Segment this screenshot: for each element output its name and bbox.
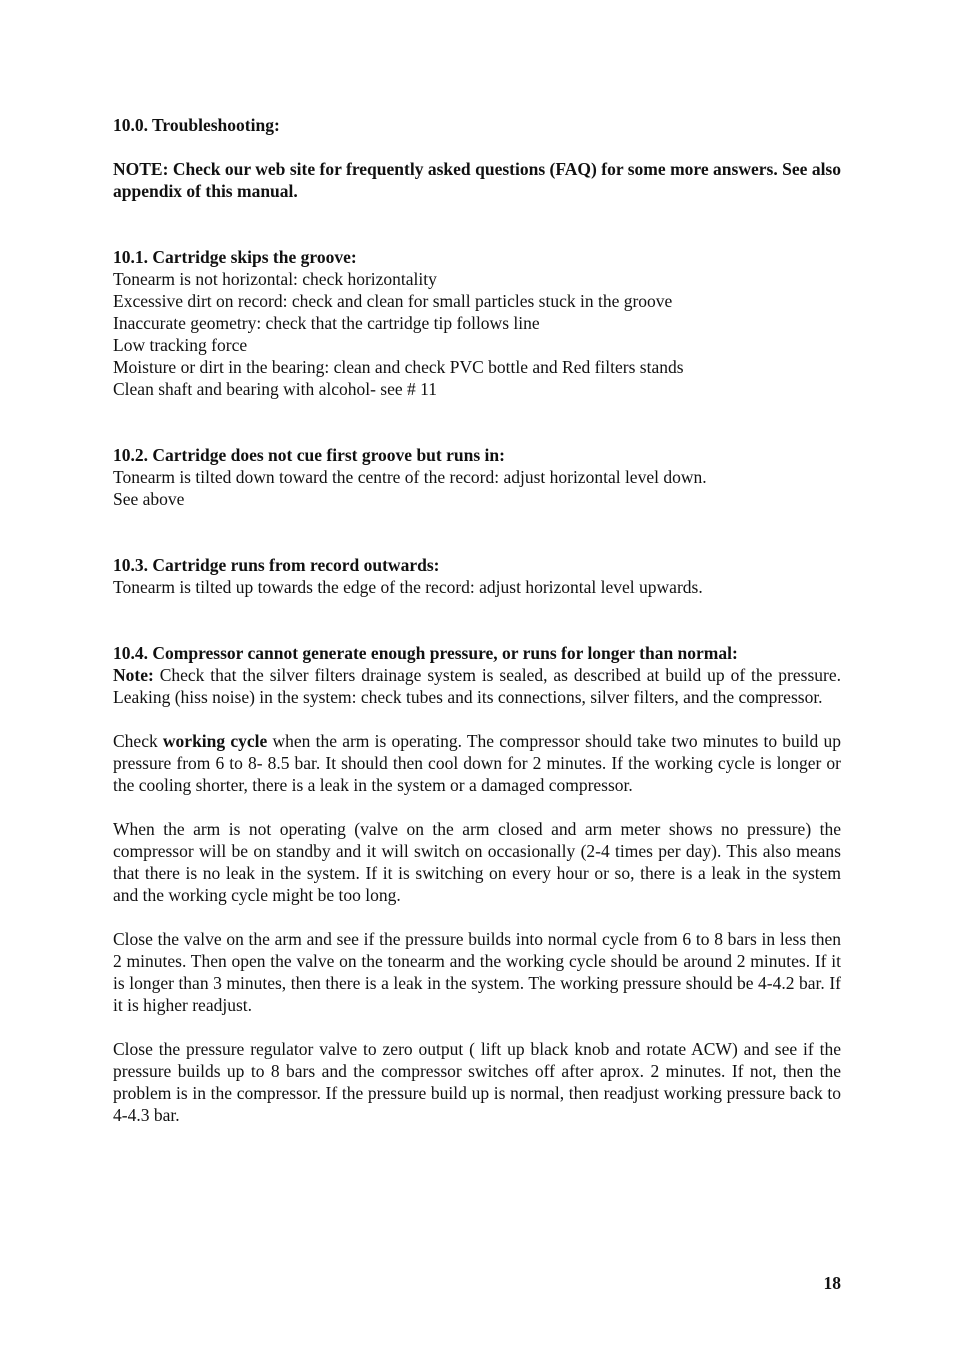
s1-line: Clean shaft and bearing with alcohol- see # 11	[113, 379, 437, 399]
s4-note-paragraph	[113, 664, 841, 708]
faq-note: NOTE: Check our web site for frequently asked questions (FAQ) for some more answers. See also appendix of this manual.	[113, 159, 841, 201]
s4-valve-paragraph: Close the valve on the arm and see if the pressure builds into normal cycle from 6 to 8 bars in less then 2 minutes. Then open the valve on the tonearm and the working cycle should be around 2 minutes. If it is longer than 3 minutes, then there is a leak in the system. The working pressure should be 4-4.2 bar. If it is higher readjust.	[113, 929, 841, 1015]
s1-line: Moisture or dirt in the bearing: clean and check PVC bottle and Red filters stands	[113, 357, 684, 377]
s4-standby-paragraph: When the arm is not operating (valve on the arm closed and arm meter shows no pressure) the compressor will be on standby and it will switch on occasionally (2-4 times per day). This also means that there is no leak in the system. If it is switching on every hour or so, there is a leak in the system and the working cycle might be too long.	[113, 819, 841, 905]
section-10-2-title: 10.2. Cartridge does not cue first groove but runs in:	[113, 445, 505, 465]
s4-working-cycle-paragraph	[113, 730, 841, 796]
s1-line: Inaccurate geometry: check that the cartridge tip follows line	[113, 313, 540, 333]
s4-p1-post: when the arm is operating. The compressor should take two minutes to build up pressure from 6 to 8- 8.5 bar. It should then cool down for 2 minutes. If the working cycle is longer or the cooling shorter, there is a leak in the system or a damaged compressor.	[113, 731, 841, 795]
s3-line: Tonearm is tilted up towards the edge of the record: adjust horizontal level upwards.	[113, 577, 703, 597]
s2-line: See above	[113, 489, 185, 509]
s4-note-label: Note:	[113, 665, 154, 685]
s4-p1-pre: Check	[113, 731, 163, 751]
page-heading: 10.0. Troubleshooting:	[113, 115, 280, 135]
section-10-4-title: 10.4. Compressor cannot generate enough pressure, or runs for longer than normal:	[113, 643, 738, 663]
s1-line: Tonearm is not horizontal: check horizontality	[113, 269, 437, 289]
section-10-1-title: 10.1. Cartridge skips the groove:	[113, 247, 357, 267]
s4-regulator-paragraph: Close the pressure regulator valve to zero output ( lift up black knob and rotate ACW) and see if the pressure builds up to 8 bars and the compressor switches off after aprox. 2 minutes. If not, then the problem is in the compressor. If the pressure build up is normal, then readjust working pressure back to 4-4.3 bar.	[113, 1039, 841, 1125]
document-body	[113, 114, 841, 1126]
s1-line: Low tracking force	[113, 335, 248, 355]
page-number: 18	[823, 1273, 841, 1293]
s1-line: Excessive dirt on record: check and clean for small particles stuck in the groove	[113, 291, 673, 311]
s4-p1-bold: working cycle	[162, 731, 268, 751]
s4-note-text: Check that the silver filters drainage system is sealed, as described at build up of the pressure. Leaking (hiss noise) in the system: check tubes and its connections, silver filters, and the compressor.	[113, 665, 841, 707]
section-10-3-title: 10.3. Cartridge runs from record outwards:	[113, 555, 440, 575]
s2-line: Tonearm is tilted down toward the centre of the record: adjust horizontal level down.	[113, 467, 707, 487]
